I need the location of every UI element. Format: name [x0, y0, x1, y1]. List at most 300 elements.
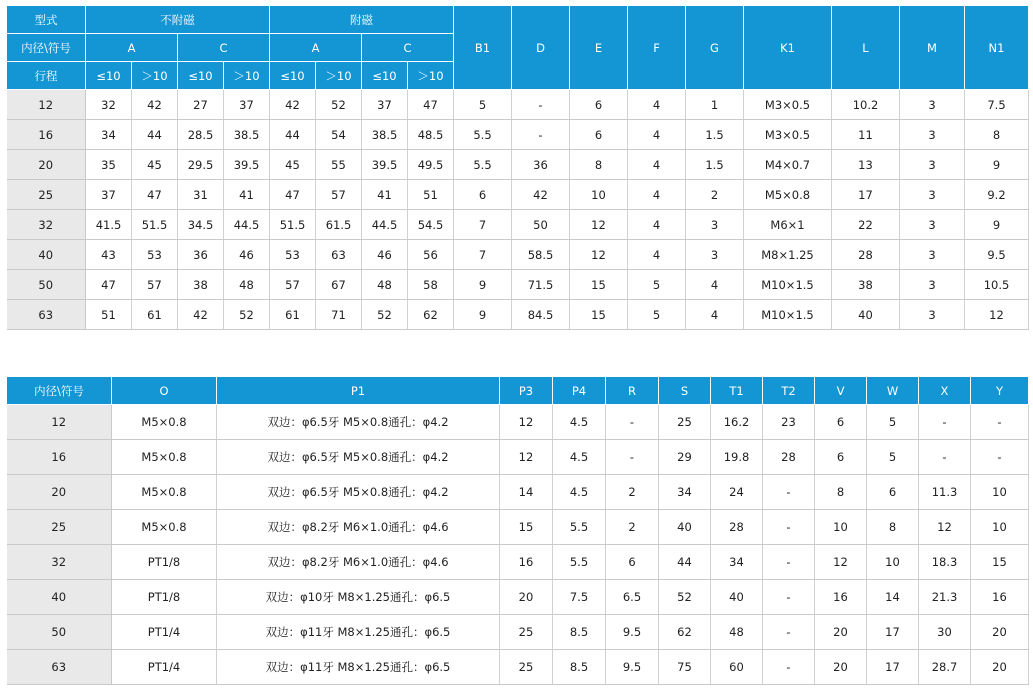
table-cell: - [606, 440, 659, 475]
table-cell: - [512, 90, 570, 120]
table-cell: 52 [224, 300, 270, 330]
row-header-bore: 16 [7, 440, 112, 475]
table-cell: PT1/8 [112, 545, 217, 580]
table-cell: 6 [570, 90, 628, 120]
table-cell: 37 [362, 90, 408, 120]
table-cell: 8 [867, 510, 919, 545]
row-header-bore: 63 [7, 300, 86, 330]
table-cell: 12 [570, 240, 628, 270]
table-cell: 15 [500, 510, 553, 545]
table-cell: 58 [408, 270, 454, 300]
table-cell: 61.5 [316, 210, 362, 240]
table-cell: 22 [832, 210, 900, 240]
table-cell: 16 [815, 580, 867, 615]
table-cell: 4 [628, 90, 686, 120]
table-cell: 3 [900, 210, 965, 240]
table-cell: 10 [815, 510, 867, 545]
table-cell: 9 [965, 150, 1029, 180]
table-cell: - [919, 440, 971, 475]
table-cell: 13 [832, 150, 900, 180]
table-row [7, 440, 1029, 475]
row-header-bore: 50 [7, 615, 112, 650]
table-cell: 6 [570, 120, 628, 150]
table-cell: 42 [178, 300, 224, 330]
table-cell: 21.3 [919, 580, 971, 615]
header-nonmag-a: A [86, 34, 178, 62]
table-cell: 3 [900, 270, 965, 300]
table-cell: M8×1.25 [744, 240, 832, 270]
table-cell: 4 [628, 180, 686, 210]
table-cell: 34.5 [178, 210, 224, 240]
header-le10: ≤10 [270, 62, 316, 90]
table-cell: 20 [815, 615, 867, 650]
table-cell: 6.5 [606, 580, 659, 615]
row-header-bore: 20 [7, 150, 86, 180]
table-cell: 18.3 [919, 545, 971, 580]
table-cell: 4 [686, 270, 744, 300]
table-row [7, 300, 1029, 330]
table-cell: 62 [659, 615, 711, 650]
table-cell: 11 [832, 120, 900, 150]
table-cell: 84.5 [512, 300, 570, 330]
table-cell: 47 [408, 90, 454, 120]
table-cell: 46 [362, 240, 408, 270]
table-cell: 双边：φ6.5牙 M5×0.8通孔：φ4.2 [217, 475, 500, 510]
row-header-bore: 20 [7, 475, 112, 510]
column-header: V [815, 377, 867, 405]
table-cell: 38.5 [362, 120, 408, 150]
header-n1: N1 [965, 6, 1029, 90]
table-cell: 5.5 [553, 510, 606, 545]
table-cell: 29 [659, 440, 711, 475]
table-cell: 14 [500, 475, 553, 510]
table-cell: 8.5 [553, 615, 606, 650]
table-row [7, 615, 1029, 650]
table-cell: 8.5 [553, 650, 606, 685]
table-cell: 10 [971, 475, 1029, 510]
table-row [7, 650, 1029, 685]
table-cell: 49.5 [408, 150, 454, 180]
header-nonmag-c: C [178, 34, 270, 62]
row-header-bore: 32 [7, 210, 86, 240]
table-cell: 4.5 [553, 405, 606, 440]
table-cell: - [763, 580, 815, 615]
table-cell: 47 [132, 180, 178, 210]
table-2-body [7, 405, 1029, 685]
column-header: X [919, 377, 971, 405]
table-cell: 14 [867, 580, 919, 615]
table-cell: - [919, 405, 971, 440]
table-cell: 25 [500, 650, 553, 685]
table-cell: 36 [178, 240, 224, 270]
table-cell: 7.5 [965, 90, 1029, 120]
table-cell: 20 [815, 650, 867, 685]
header-le10: ≤10 [178, 62, 224, 90]
table-cell: 9.5 [606, 615, 659, 650]
table-cell: 48 [711, 615, 763, 650]
table-cell: 3 [686, 240, 744, 270]
table-cell: 17 [832, 180, 900, 210]
table-cell: 51.5 [270, 210, 316, 240]
table-cell: M5×0.8 [112, 440, 217, 475]
table-cell: 6 [815, 440, 867, 475]
header-le10: ≤10 [86, 62, 132, 90]
table-cell: 12 [965, 300, 1029, 330]
table-cell: 31 [178, 180, 224, 210]
header-stroke: 行程 [7, 62, 86, 90]
table-cell: 52 [659, 580, 711, 615]
table-cell: 6 [867, 475, 919, 510]
table-cell: 44.5 [362, 210, 408, 240]
table-cell: 9.5 [606, 650, 659, 685]
table-cell: 5 [454, 90, 512, 120]
table-cell: 7 [454, 240, 512, 270]
table-cell: PT1/4 [112, 615, 217, 650]
table-cell: 3 [686, 210, 744, 240]
table-cell: 42 [512, 180, 570, 210]
table-cell: 61 [132, 300, 178, 330]
table-cell: M5×0.8 [112, 405, 217, 440]
table-cell: 29.5 [178, 150, 224, 180]
table-row [7, 210, 1029, 240]
column-header: O [112, 377, 217, 405]
table-cell: 47 [270, 180, 316, 210]
table-cell: 双边：φ10牙 M8×1.25通孔：φ6.5 [217, 580, 500, 615]
table-cell: 37 [86, 180, 132, 210]
table-cell: 28 [763, 440, 815, 475]
table-cell: 45 [132, 150, 178, 180]
table-cell: 25 [659, 405, 711, 440]
table-cell: 3 [900, 90, 965, 120]
table-cell: 40 [711, 580, 763, 615]
table-cell: 37 [224, 90, 270, 120]
table-cell: 67 [316, 270, 362, 300]
table-cell: 7 [454, 210, 512, 240]
table-cell: 4 [628, 150, 686, 180]
header-type: 型式 [7, 6, 86, 34]
table-cell: 4 [628, 210, 686, 240]
table-cell: 34 [86, 120, 132, 150]
table-cell: 38 [178, 270, 224, 300]
table-cell: 12 [919, 510, 971, 545]
table-cell: 27 [178, 90, 224, 120]
table-cell: M3×0.5 [744, 90, 832, 120]
table-cell: 24 [711, 475, 763, 510]
table-cell: 50 [512, 210, 570, 240]
table-cell: 4.5 [553, 440, 606, 475]
table-cell: 9 [454, 270, 512, 300]
row-header-bore: 32 [7, 545, 112, 580]
table-cell: 40 [832, 300, 900, 330]
table-cell: 9 [965, 210, 1029, 240]
table-cell: 6 [815, 405, 867, 440]
table-cell: 15 [971, 545, 1029, 580]
table-cell: 51.5 [132, 210, 178, 240]
table-cell: 3 [900, 150, 965, 180]
row-header-bore: 16 [7, 120, 86, 150]
table-cell: 1.5 [686, 150, 744, 180]
table-cell: 2 [686, 180, 744, 210]
table-cell: 44.5 [224, 210, 270, 240]
table-cell: 35 [86, 150, 132, 180]
table-cell: 5 [867, 440, 919, 475]
table-cell: 5 [867, 405, 919, 440]
table-cell: 45 [270, 150, 316, 180]
header-l: L [832, 6, 900, 90]
table-cell: 47 [86, 270, 132, 300]
table-cell: 42 [132, 90, 178, 120]
table-cell: M5×0.8 [112, 475, 217, 510]
table-cell: 53 [132, 240, 178, 270]
column-header: W [867, 377, 919, 405]
table-cell: 10 [971, 510, 1029, 545]
table-cell: 9 [454, 300, 512, 330]
table-cell: 39.5 [224, 150, 270, 180]
table-row [7, 120, 1029, 150]
header-f: F [628, 6, 686, 90]
table-cell: - [763, 510, 815, 545]
table-row [7, 475, 1029, 510]
column-header: P3 [500, 377, 553, 405]
table-cell: 38.5 [224, 120, 270, 150]
dimension-table-1 [6, 5, 1029, 330]
table-cell: 28.5 [178, 120, 224, 150]
table-cell: 5.5 [454, 150, 512, 180]
table-cell: 8 [570, 150, 628, 180]
table-cell: 4 [686, 300, 744, 330]
table-cell: 42 [270, 90, 316, 120]
table-cell: 17 [867, 615, 919, 650]
table-cell: 3 [900, 180, 965, 210]
table-cell: 双边：φ11牙 M8×1.25通孔：φ6.5 [217, 615, 500, 650]
table-cell: 1.5 [686, 120, 744, 150]
table-cell: 41 [224, 180, 270, 210]
column-header: 内径\符号 [7, 377, 112, 405]
header-e: E [570, 6, 628, 90]
row-header-bore: 50 [7, 270, 86, 300]
table-cell: 15 [570, 270, 628, 300]
table-cell: 1 [686, 90, 744, 120]
table-cell: 54.5 [408, 210, 454, 240]
table-cell: 20 [971, 615, 1029, 650]
table-cell: 71.5 [512, 270, 570, 300]
header-m: M [900, 6, 965, 90]
table-2-header-row [7, 377, 1029, 405]
header-nonmagnetic: 不附磁 [86, 6, 270, 34]
table-cell: 48.5 [408, 120, 454, 150]
header-b1: B1 [454, 6, 512, 90]
table-cell: 4.5 [553, 475, 606, 510]
header-le10: ≤10 [362, 62, 408, 90]
table-cell: 5.5 [553, 545, 606, 580]
table-cell: 10.5 [965, 270, 1029, 300]
table-cell: 3 [900, 300, 965, 330]
table-cell: M4×0.7 [744, 150, 832, 180]
table-cell: 10 [570, 180, 628, 210]
table-cell: 双边：φ6.5牙 M5×0.8通孔：φ4.2 [217, 440, 500, 475]
table-cell: 71 [316, 300, 362, 330]
table-row [7, 240, 1029, 270]
table-cell: 34 [711, 545, 763, 580]
table-cell: M5×0.8 [112, 510, 217, 545]
table-cell: 52 [362, 300, 408, 330]
table-cell: 28.7 [919, 650, 971, 685]
table-cell: 41 [362, 180, 408, 210]
table-cell: 57 [316, 180, 362, 210]
table-cell: 6 [454, 180, 512, 210]
table-row [7, 510, 1029, 545]
row-header-bore: 12 [7, 405, 112, 440]
table-cell: 12 [500, 440, 553, 475]
table-cell: 9.5 [965, 240, 1029, 270]
table-cell: 57 [270, 270, 316, 300]
table-cell: M3×0.5 [744, 120, 832, 150]
table-cell: 12 [500, 405, 553, 440]
table-cell: 2 [606, 475, 659, 510]
header-d: D [512, 6, 570, 90]
table-cell: 60 [711, 650, 763, 685]
table-cell: 10.2 [832, 90, 900, 120]
table-cell: 28 [711, 510, 763, 545]
table-cell: - [763, 650, 815, 685]
table-cell: 8 [965, 120, 1029, 150]
table-cell: - [971, 440, 1029, 475]
table-cell: - [971, 405, 1029, 440]
table-cell: 51 [408, 180, 454, 210]
table-cell: 10 [867, 545, 919, 580]
table-cell: 40 [659, 510, 711, 545]
row-header-bore: 25 [7, 180, 86, 210]
table-cell: 5 [628, 300, 686, 330]
table-cell: 11.3 [919, 475, 971, 510]
column-header: Y [971, 377, 1029, 405]
column-header: T2 [763, 377, 815, 405]
table-cell: 34 [659, 475, 711, 510]
table-cell: M6×1 [744, 210, 832, 240]
column-header: T1 [711, 377, 763, 405]
table-cell: 48 [224, 270, 270, 300]
table-cell: 54 [316, 120, 362, 150]
table-row [7, 180, 1029, 210]
table-cell: 8 [815, 475, 867, 510]
table-cell: - [763, 545, 815, 580]
table-cell: 16 [500, 545, 553, 580]
table-cell: - [763, 475, 815, 510]
table-cell: 20 [971, 650, 1029, 685]
table-cell: 41.5 [86, 210, 132, 240]
header-mag-a: A [270, 34, 362, 62]
table-cell: 4 [628, 240, 686, 270]
table-cell: 双边：φ8.2牙 M6×1.0通孔：φ4.6 [217, 510, 500, 545]
header-gt10: ＞10 [408, 62, 454, 90]
table-cell: 28 [832, 240, 900, 270]
table-cell: 52 [316, 90, 362, 120]
header-gt10: ＞10 [224, 62, 270, 90]
header-magnetic: 附磁 [270, 6, 454, 34]
table-row [7, 150, 1029, 180]
table-cell: 38 [832, 270, 900, 300]
header-g: G [686, 6, 744, 90]
table-cell: M10×1.5 [744, 270, 832, 300]
table-cell: 9.2 [965, 180, 1029, 210]
table-cell: 75 [659, 650, 711, 685]
dimension-table-2 [6, 376, 1029, 685]
table-cell: - [512, 120, 570, 150]
table-cell: 15 [570, 300, 628, 330]
table-cell: 双边：φ11牙 M8×1.25通孔：φ6.5 [217, 650, 500, 685]
table-row [7, 545, 1029, 580]
column-header: P1 [217, 377, 500, 405]
table-cell: 36 [512, 150, 570, 180]
table-cell: 3 [900, 120, 965, 150]
table-cell: 53 [270, 240, 316, 270]
header-k1: K1 [744, 6, 832, 90]
table-cell: 2 [606, 510, 659, 545]
table-cell: 32 [86, 90, 132, 120]
table-cell: 57 [132, 270, 178, 300]
table-cell: 51 [86, 300, 132, 330]
column-header: P4 [553, 377, 606, 405]
table-cell: PT1/8 [112, 580, 217, 615]
table-cell: 7.5 [553, 580, 606, 615]
table-cell: 17 [867, 650, 919, 685]
header-mag-c: C [362, 34, 454, 62]
header-gt10: ＞10 [132, 62, 178, 90]
row-header-bore: 63 [7, 650, 112, 685]
table-cell: 12 [570, 210, 628, 240]
table-cell: 4 [628, 120, 686, 150]
row-header-bore: 12 [7, 90, 86, 120]
table-cell: 5.5 [454, 120, 512, 150]
table-cell: 48 [362, 270, 408, 300]
row-header-bore: 25 [7, 510, 112, 545]
table-cell: M5×0.8 [744, 180, 832, 210]
table-cell: 16.2 [711, 405, 763, 440]
table-cell: 20 [500, 580, 553, 615]
header-bore: 内径\符号 [7, 34, 86, 62]
header-gt10: ＞10 [316, 62, 362, 90]
table-cell: 44 [132, 120, 178, 150]
column-header: S [659, 377, 711, 405]
table-cell: PT1/4 [112, 650, 217, 685]
table-cell: 5 [628, 270, 686, 300]
table-row [7, 90, 1029, 120]
table-cell: 63 [316, 240, 362, 270]
table-cell: 43 [86, 240, 132, 270]
table-1-body [7, 90, 1029, 330]
table-cell: 16 [971, 580, 1029, 615]
table-cell: 55 [316, 150, 362, 180]
table-cell: 12 [815, 545, 867, 580]
table-cell: 双边：φ8.2牙 M6×1.0通孔：φ4.6 [217, 545, 500, 580]
table-cell: - [606, 405, 659, 440]
table-cell: 62 [408, 300, 454, 330]
table-cell: 6 [606, 545, 659, 580]
table-cell: 25 [500, 615, 553, 650]
table-cell: 30 [919, 615, 971, 650]
table-cell: M10×1.5 [744, 300, 832, 330]
row-header-bore: 40 [7, 580, 112, 615]
table-row [7, 270, 1029, 300]
column-header: R [606, 377, 659, 405]
table-cell: 46 [224, 240, 270, 270]
table-cell: - [763, 615, 815, 650]
table-cell: 44 [270, 120, 316, 150]
row-header-bore: 40 [7, 240, 86, 270]
table-cell: 23 [763, 405, 815, 440]
table-cell: 44 [659, 545, 711, 580]
table-cell: 3 [900, 240, 965, 270]
